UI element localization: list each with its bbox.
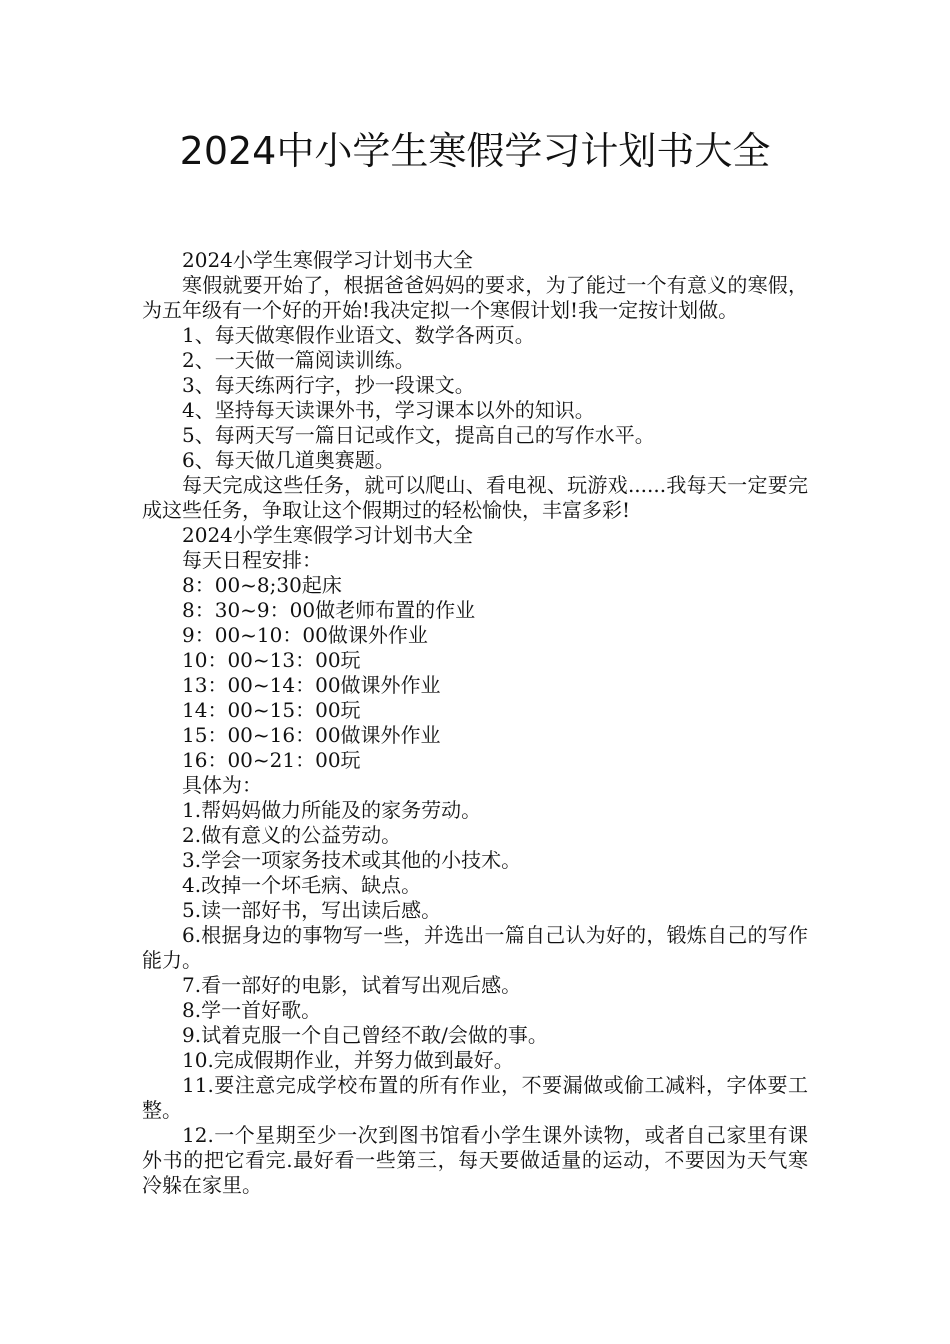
paragraph: 3.学会一项家务技术或其他的小技术。 — [182, 848, 522, 872]
paragraph: 15：00~16：00做课外作业 — [182, 723, 441, 747]
paragraph: 2024小学生寒假学习计划书大全 — [182, 523, 473, 547]
document-body — [142, 248, 808, 1198]
paragraph: 5、每两天写一篇日记或作文，提高自己的写作水平。 — [182, 423, 655, 447]
paragraph: 10.完成假期作业，并努力做到最好。 — [182, 1048, 514, 1072]
paragraph: 12.一个星期至少一次到图书馆看小学生课外读物，或者自己家里有课外书的把它看完.最好看一些第三，每天要做适量的运动，不要因为天气寒冷躲在家里。 — [142, 1123, 808, 1197]
paragraph: 16：00~21：00玩 — [182, 748, 361, 772]
paragraph: 2.做有意义的公益劳动。 — [182, 823, 402, 847]
paragraph: 13：00~14：00做课外作业 — [182, 673, 441, 697]
paragraph: 14：00~15：00玩 — [182, 698, 361, 722]
paragraph: 寒假就要开始了，根据爸爸妈妈的要求，为了能过一个有意义的寒假，为五年级有一个好的开始!我决定拟一个寒假计划!我一定按计划做。 — [142, 273, 808, 322]
paragraph: 具体为： — [182, 773, 262, 797]
paragraph: 每天完成这些任务，就可以爬山、看电视、玩游戏......我每天一定要完成这些任务，争取让这个假期过的轻松愉快，丰富多彩! — [142, 473, 808, 522]
paragraph: 每天日程安排： — [182, 548, 322, 572]
paragraph: 5.读一部好书，写出读后感。 — [182, 898, 442, 922]
paragraph: 8：30~9：00做老师布置的作业 — [182, 598, 476, 622]
paragraph: 8：00~8;30起床 — [182, 573, 342, 597]
paragraph: 10：00~13：00玩 — [182, 648, 361, 672]
paragraph: 4、坚持每天读课外书，学习课本以外的知识。 — [182, 398, 595, 422]
paragraph: 2、一天做一篇阅读训练。 — [182, 348, 415, 372]
paragraph: 1.帮妈妈做力所能及的家务劳动。 — [182, 798, 482, 822]
document-title: 2024中小学生寒假学习计划书大全 — [179, 129, 771, 173]
paragraph: 9.试着克服一个自己曾经不敢/会做的事。 — [182, 1023, 548, 1047]
paragraph: 6、每天做几道奥赛题。 — [182, 448, 395, 472]
paragraph: 2024小学生寒假学习计划书大全 — [182, 248, 473, 272]
paragraph: 11.要注意完成学校布置的所有作业，不要漏做或偷工减料，字体要工整。 — [142, 1073, 808, 1122]
paragraph: 8.学一首好歌。 — [182, 998, 322, 1022]
paragraph: 9：00~10：00做课外作业 — [182, 623, 428, 647]
paragraph: 7.看一部好的电影，试着写出观后感。 — [182, 973, 522, 997]
paragraph: 1、每天做寒假作业语文、数学各两页。 — [182, 323, 535, 347]
paragraph: 6.根据身边的事物写一些，并选出一篇自己认为好的，锻炼自己的写作能力。 — [142, 923, 808, 972]
paragraph: 3、每天练两行字，抄一段课文。 — [182, 373, 475, 397]
paragraph: 4.改掉一个坏毛病、缺点。 — [182, 873, 422, 897]
